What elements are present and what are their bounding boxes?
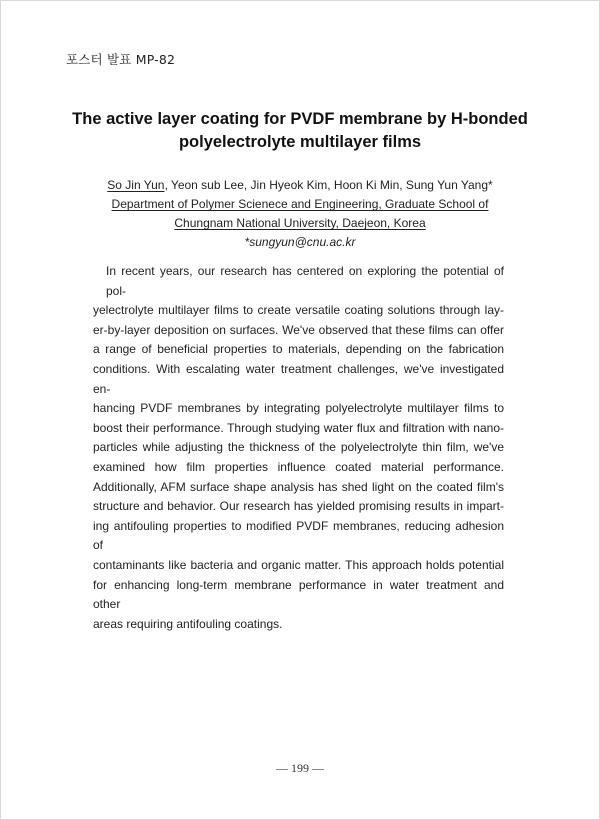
abstract-line: a range of beneficial properties to materials, depending on the fabrication	[93, 342, 504, 357]
affiliation-line-2: Chungnam National University, Daejeon, Korea	[174, 216, 426, 230]
abstract	[93, 262, 504, 634]
abstract-line: er-by-layer deposition on surfaces. We've observed that these films can offer	[93, 322, 504, 337]
abstract-line: hancing PVDF membranes by integrating polyelectrolyte multilayer films to	[93, 401, 504, 416]
abstract-line: contaminants like bacteria and organic matter. This approach holds potential	[93, 557, 504, 572]
page-number: — 199 —	[276, 761, 324, 775]
abstract-line: particles while adjusting the thickness of the polyelectrolyte thin film, we've	[93, 440, 504, 455]
abstract-line: In recent years, our research has centered on exploring the potential of pol-	[106, 264, 504, 298]
abstract-line: structure and behavior. Our research has yielded promising results in impart-	[93, 499, 504, 514]
author-line	[40, 176, 560, 195]
paper-title	[40, 108, 560, 154]
title-line-1: The active layer coating for PVDF membrane by H-bonded	[72, 110, 528, 128]
co-authors: , Yeon sub Lee, Jin Hyeok Kim, Hoon Ki Min, Sung Yun Yang*	[164, 178, 493, 192]
abstract-line: ing antifouling properties to modified PVDF membranes, reducing adhesion of	[93, 518, 504, 553]
abstract-line: yelectrolyte multilayer films to create versatile coating solutions through lay-	[93, 303, 504, 318]
author-block	[40, 176, 560, 252]
abstract-line: for enhancing long-term membrane performance in water treatment and other	[93, 577, 504, 612]
session-label: 포스터 발표 MP-82	[66, 52, 176, 67]
affiliation-line-1: Department of Polymer Scienece and Engineering, Graduate School of	[111, 197, 489, 211]
abstract-line: boost their performance. Through studying water flux and filtration with nano-	[93, 420, 504, 435]
abstract-line: Additionally, AFM surface shape analysis has shed light on the coated film's	[93, 479, 504, 494]
abstract-line: conditions. With escalating water treatment challenges, we've investigated en-	[93, 361, 504, 396]
corresponding-email: *sungyun@cnu.ac.kr	[244, 235, 356, 249]
abstract-line: areas requiring antifouling coatings.	[93, 616, 283, 631]
abstract-line: examined how film properties influence coated material performance.	[93, 459, 504, 474]
presenting-author: So Jin Yun	[107, 178, 165, 192]
title-line-2: polyelectrolyte multilayer films	[178, 133, 422, 151]
